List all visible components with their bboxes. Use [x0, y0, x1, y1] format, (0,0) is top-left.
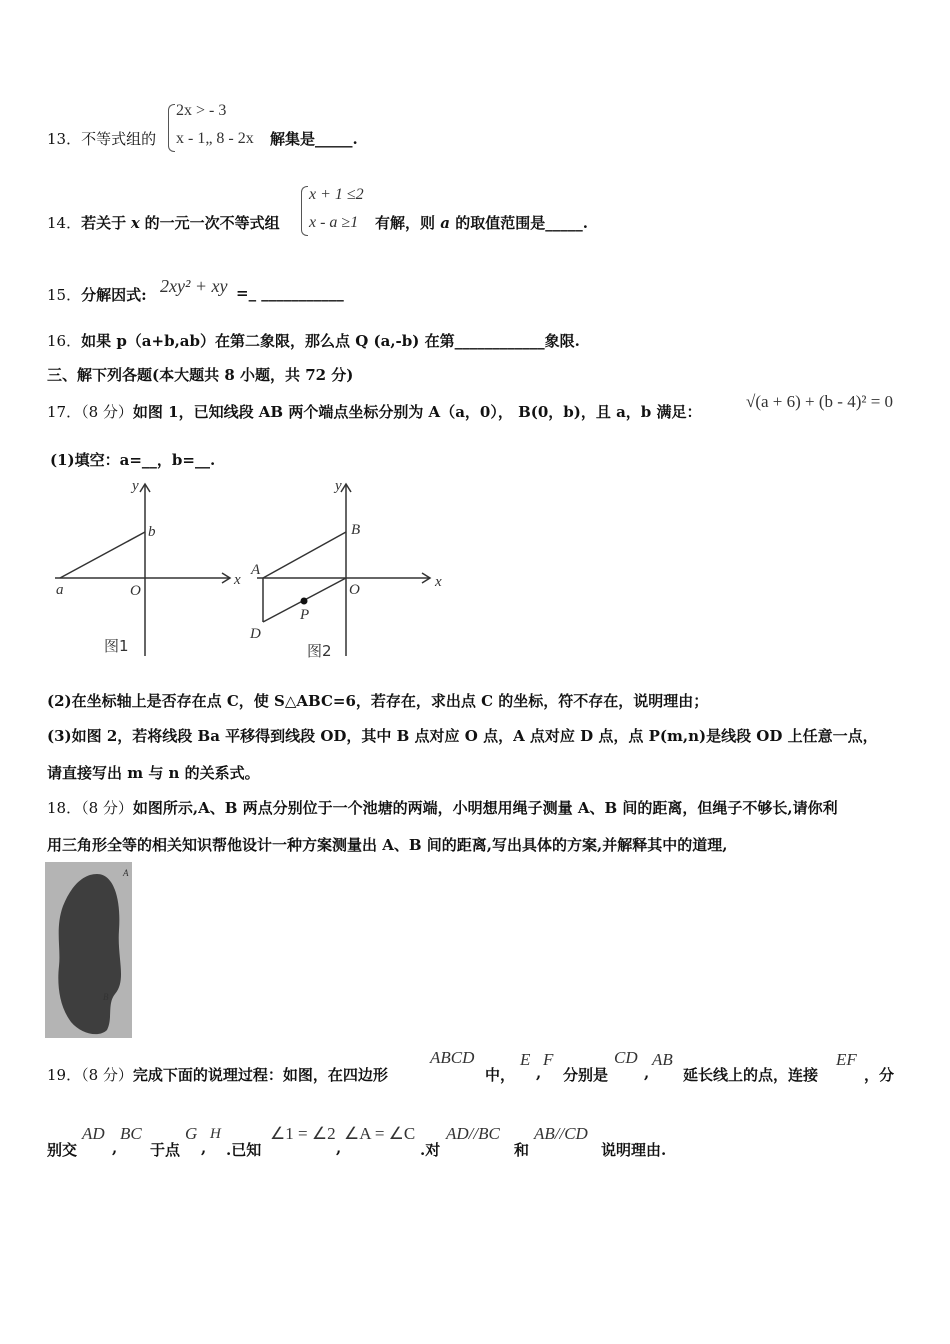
q14-var-x: x: [130, 214, 140, 232]
q14-tail: [375, 212, 588, 233]
q15-tail: =_ ___________: [236, 284, 344, 302]
q13-end: .: [352, 130, 358, 148]
q14-end: .: [582, 214, 588, 232]
q19-comma4: ,: [201, 1139, 207, 1157]
fig2-segment-ab: [263, 532, 346, 578]
q19-par2: AB//CD: [534, 1124, 588, 1143]
q19-text3: 分别是: [563, 1066, 609, 1084]
q14-system: [301, 186, 373, 236]
fig1-caption: 图1: [104, 637, 129, 655]
fig1-segment-ab: [60, 532, 145, 578]
q19-text5: ，分: [864, 1066, 895, 1084]
q19-comma2: ,: [644, 1064, 650, 1082]
q17-part2: (2)在坐标轴上是否存在点 C，使 S△ABC=6，若存在，求出点 C 的坐标，符不存在，说明理由；: [47, 692, 709, 710]
q16-line: [47, 330, 580, 351]
q13-tail-text: 解集是: [270, 130, 316, 148]
q19-comma3: ,: [112, 1139, 118, 1157]
q14-sys-line1: x + 1 ≤2: [309, 186, 364, 203]
q18-number: 18．: [47, 799, 82, 817]
q19-number: 19．: [47, 1066, 82, 1084]
q19-ef: EF: [836, 1050, 857, 1069]
q14-var-a: a: [440, 214, 450, 232]
q14-text2: 的一元一次不等式组: [144, 214, 280, 232]
q17-part3-line1: (3)如图 2，若将线段 Ba 平移得到线段 OD，其中 B 点对应 O 点，A 点对应 D 点，点 P(m,n)是线段 OD 上任意一点，: [47, 727, 878, 745]
q16-number: 16．: [47, 332, 82, 350]
q17-number: 17．: [47, 403, 82, 421]
fig1-label-o: O: [130, 583, 141, 599]
q19-cd: CD: [614, 1048, 638, 1067]
q19-text2: 中，: [485, 1066, 516, 1084]
q17-part3-line2: 请直接写出 m 与 n 的关系式。: [47, 764, 260, 782]
q19-text8: .已知: [226, 1141, 262, 1159]
q19-abcd: ABCD: [430, 1048, 475, 1067]
q13-text: 不等式组的: [81, 130, 157, 148]
q19-e: E: [520, 1050, 531, 1069]
q19-text11: 说明理由.: [601, 1141, 667, 1159]
q19-g: G: [185, 1124, 198, 1143]
q18-text1: 如图所示,A、B 两点分别位于一个池塘的两端，小明想用绳子测量 A、B 间的距离，但绳子不够长,请你利: [132, 799, 838, 817]
q19-text9: .对: [420, 1141, 441, 1159]
q18-pond-photo: [45, 862, 132, 1038]
q16-tail: 象限.: [544, 332, 580, 350]
q17-figure1: [50, 474, 260, 664]
q18-line2: 用三角形全等的相关知识帮他设计一种方案测量出 A、B 间的距离,写出具体的方案,并解释其中的道理,: [47, 836, 728, 854]
q14-number: 14．: [47, 214, 82, 232]
fig2-label-a: A: [251, 562, 261, 578]
q13-number: 13．: [47, 130, 82, 148]
q19-ab: AB: [652, 1050, 673, 1069]
q19-comma1: ,: [536, 1064, 542, 1082]
q15-number: 15．: [47, 286, 82, 304]
fig1-label-x: x: [234, 572, 241, 588]
q17-formula: √(a + 6) + (b - 4)² = 0: [746, 392, 894, 411]
q15-expr: 2xy² + xy: [160, 276, 228, 296]
q19-text7: 于点: [150, 1141, 181, 1159]
pond-label-a: A: [123, 868, 129, 878]
q19-text6: 别交: [47, 1141, 78, 1159]
q18-line1: [47, 797, 838, 818]
q19-ad: AD: [82, 1124, 105, 1143]
q18-score: （8 分）: [81, 799, 133, 817]
fig1-label-y: y: [132, 478, 139, 494]
q14-line: [47, 212, 280, 233]
pond-label-b: B: [103, 992, 109, 1002]
q17-figure2: [245, 474, 455, 664]
q19-h: H: [210, 1126, 221, 1142]
q17-score: （8 分）: [81, 403, 133, 421]
q19-text10: 和: [514, 1141, 530, 1159]
q19-f: F: [543, 1050, 554, 1069]
q17-part1: (1)填空：a=__，b=__.: [50, 451, 216, 469]
q13-line: [47, 128, 156, 149]
fig1-label-b: b: [148, 524, 156, 540]
section-three-heading: 三、解下列各题(本大题共 8 小题，共 72 分): [47, 366, 354, 384]
q19-cond2: ∠A = ∠C: [344, 1124, 416, 1143]
q16-blank: ____________: [454, 332, 545, 350]
q16-text: 如果 p（a+b,ab）在第二象限，那么点 Q (a,-b) 在第: [81, 332, 455, 350]
q13-tail: [270, 128, 358, 149]
q19-line1: [47, 1064, 388, 1085]
q14-brace: [301, 186, 308, 236]
q15-line: [47, 284, 147, 305]
fig2-label-b: B: [351, 522, 361, 538]
q13-system: [168, 104, 268, 152]
q13-sys-line1: 2x > - 3: [176, 102, 227, 119]
fig2-label-x: x: [435, 574, 442, 590]
q13-sys-line2: x - 1„ 8 - 2x: [176, 130, 254, 147]
q14-text3: 有解，则: [375, 214, 436, 232]
q15-text: 分解因式:: [81, 286, 147, 304]
fig2-label-p: P: [300, 607, 310, 623]
q14-text1: 若关于: [81, 214, 127, 232]
q17-text: 如图 1，已知线段 AB 两个端点坐标分别为 A（a，0）， B(0，b)，且 a，b 满足：: [132, 403, 702, 421]
fig1-label-a: a: [56, 582, 64, 598]
q19-text4: 延长线上的点，连接: [683, 1066, 819, 1084]
fig2-point-p: [301, 598, 308, 605]
q14-text4: 的取值范围是: [455, 214, 546, 232]
q19-cond1: ∠1 = ∠2: [270, 1124, 336, 1143]
fig2-caption: 图2: [307, 642, 332, 660]
q19-comma5: ,: [336, 1139, 342, 1157]
q17-line: [47, 401, 702, 422]
q19-par1: AD//BC: [446, 1124, 500, 1143]
q19-text1: 完成下面的说理过程：如图，在四边形: [132, 1066, 388, 1084]
q19-score: （8 分）: [81, 1066, 133, 1084]
q13-blank: _____: [315, 130, 353, 148]
fig2-label-o: O: [349, 582, 360, 598]
fig2-label-y: y: [335, 478, 342, 494]
q19-bc: BC: [120, 1124, 142, 1143]
q14-blank: _____: [545, 214, 583, 232]
fig2-label-d: D: [250, 626, 261, 642]
q13-brace: [168, 104, 175, 152]
q14-sys-line2: x - a ≥1: [309, 214, 359, 231]
